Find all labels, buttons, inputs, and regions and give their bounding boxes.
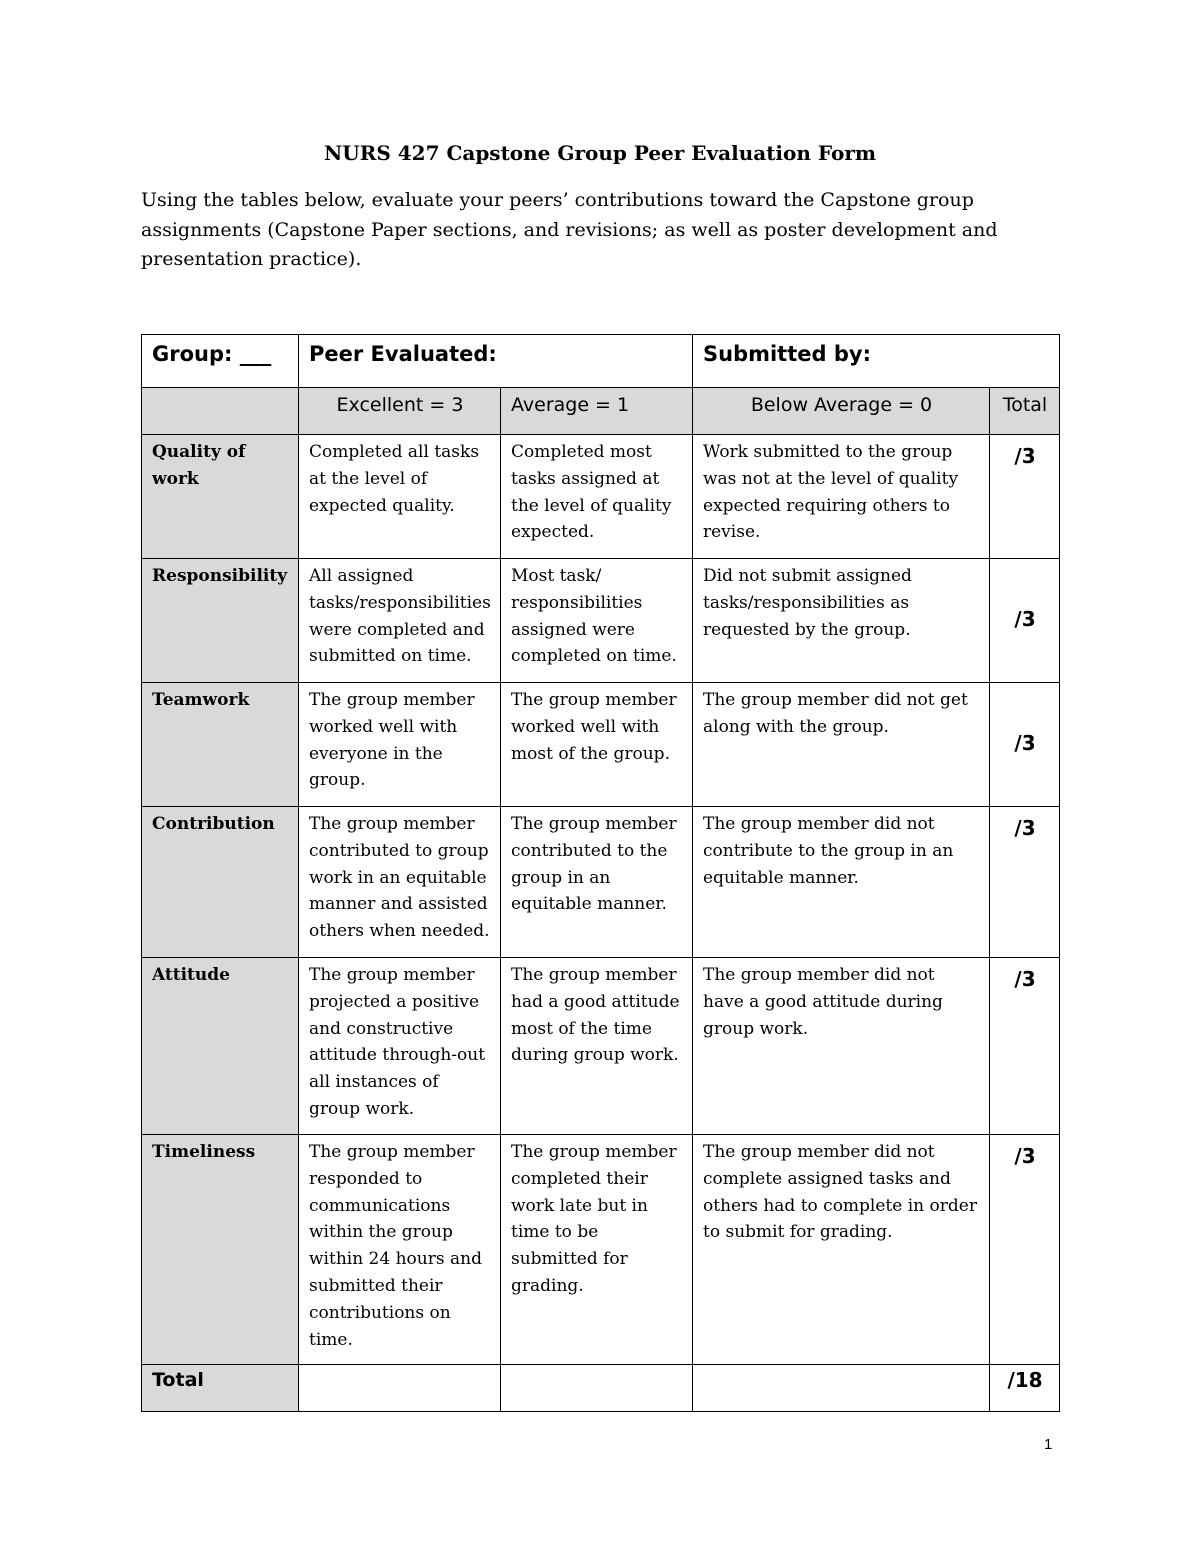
average-descriptor: The group member contributed to the group in an equitable manner. (501, 807, 693, 958)
criterion-label: Attitude (142, 958, 299, 1135)
table-header-row (142, 335, 1060, 388)
scale-header-row (142, 388, 1060, 435)
score-cell[interactable]: /3 (990, 1135, 1060, 1365)
total-row (142, 1365, 1060, 1412)
below-average-descriptor: Work submitted to the group was not at the level of quality expected requiring others to revise. (693, 435, 990, 559)
average-header: Average = 1 (501, 388, 693, 435)
below-average-descriptor: The group member did not have a good attitude during group work. (693, 958, 990, 1135)
excellent-descriptor: Completed all tasks at the level of expected quality. (299, 435, 501, 559)
table-row (142, 559, 1060, 683)
average-descriptor: The group member completed their work late but in time to be submitted for grading. (501, 1135, 693, 1365)
excellent-descriptor: The group member contributed to group work in an equitable manner and assisted others when needed. (299, 807, 501, 958)
excellent-descriptor: The group member projected a positive and constructive attitude through-out all instances of group work. (299, 958, 501, 1135)
score-cell[interactable]: /3 (990, 435, 1060, 559)
excellent-descriptor: The group member worked well with everyone in the group. (299, 683, 501, 807)
average-descriptor: Completed most tasks assigned at the level of quality expected. (501, 435, 693, 559)
criterion-label: Responsibility (142, 559, 299, 683)
below-average-descriptor: The group member did not get along with the group. (693, 683, 990, 807)
page-title: NURS 427 Capstone Group Peer Evaluation Form (323, 141, 877, 165)
below-average-descriptor: Did not submit assigned tasks/responsibilities as requested by the group. (693, 559, 990, 683)
scale-corner-cell (142, 388, 299, 435)
peer-evaluation-table (141, 334, 1060, 1412)
total-average-cell[interactable] (501, 1365, 693, 1412)
score-cell[interactable]: /3 (990, 683, 1060, 807)
criterion-label: Quality of work (142, 435, 299, 559)
below-average-descriptor: The group member did not contribute to the group in an equitable manner. (693, 807, 990, 958)
total-score-cell[interactable]: /18 (990, 1365, 1060, 1412)
total-below-cell[interactable] (693, 1365, 990, 1412)
table-row (142, 958, 1060, 1135)
table-row (142, 1135, 1060, 1365)
average-descriptor: The group member worked well with most of the group. (501, 683, 693, 807)
score-cell[interactable]: /3 (990, 958, 1060, 1135)
criterion-label: Contribution (142, 807, 299, 958)
excellent-header: Excellent = 3 (299, 388, 501, 435)
average-descriptor: The group member had a good attitude most of the time during group work. (501, 958, 693, 1135)
group-field[interactable]: Group: ___ (142, 335, 299, 388)
intro-paragraph: Using the tables below, evaluate your peers’ contributions toward the Capstone group assignments (Capstone Paper sections, and revisions; as well as poster development and presentation practice). (141, 189, 998, 270)
total-header: Total (990, 388, 1060, 435)
excellent-descriptor: All assigned tasks/responsibilities were completed and submitted on time. (299, 559, 501, 683)
score-cell[interactable]: /3 (990, 559, 1060, 683)
submitted-by-field[interactable]: Submitted by: (693, 335, 1060, 388)
below-average-header: Below Average = 0 (693, 388, 990, 435)
criterion-label: Timeliness (142, 1135, 299, 1365)
page-number: 1 (1044, 1436, 1053, 1453)
average-descriptor: Most task/ responsibilities assigned were completed on time. (501, 559, 693, 683)
table-row (142, 435, 1060, 559)
excellent-descriptor: The group member responded to communications within the group within 24 hours and submitted their contributions on time. (299, 1135, 501, 1365)
below-average-descriptor: The group member did not complete assigned tasks and others had to complete in order to submit for grading. (693, 1135, 990, 1365)
table-row (142, 807, 1060, 958)
criterion-label: Teamwork (142, 683, 299, 807)
total-excellent-cell[interactable] (299, 1365, 501, 1412)
score-cell[interactable]: /3 (990, 807, 1060, 958)
table-row (142, 683, 1060, 807)
total-label: Total (142, 1365, 299, 1412)
peer-evaluated-field[interactable]: Peer Evaluated: (299, 335, 693, 388)
